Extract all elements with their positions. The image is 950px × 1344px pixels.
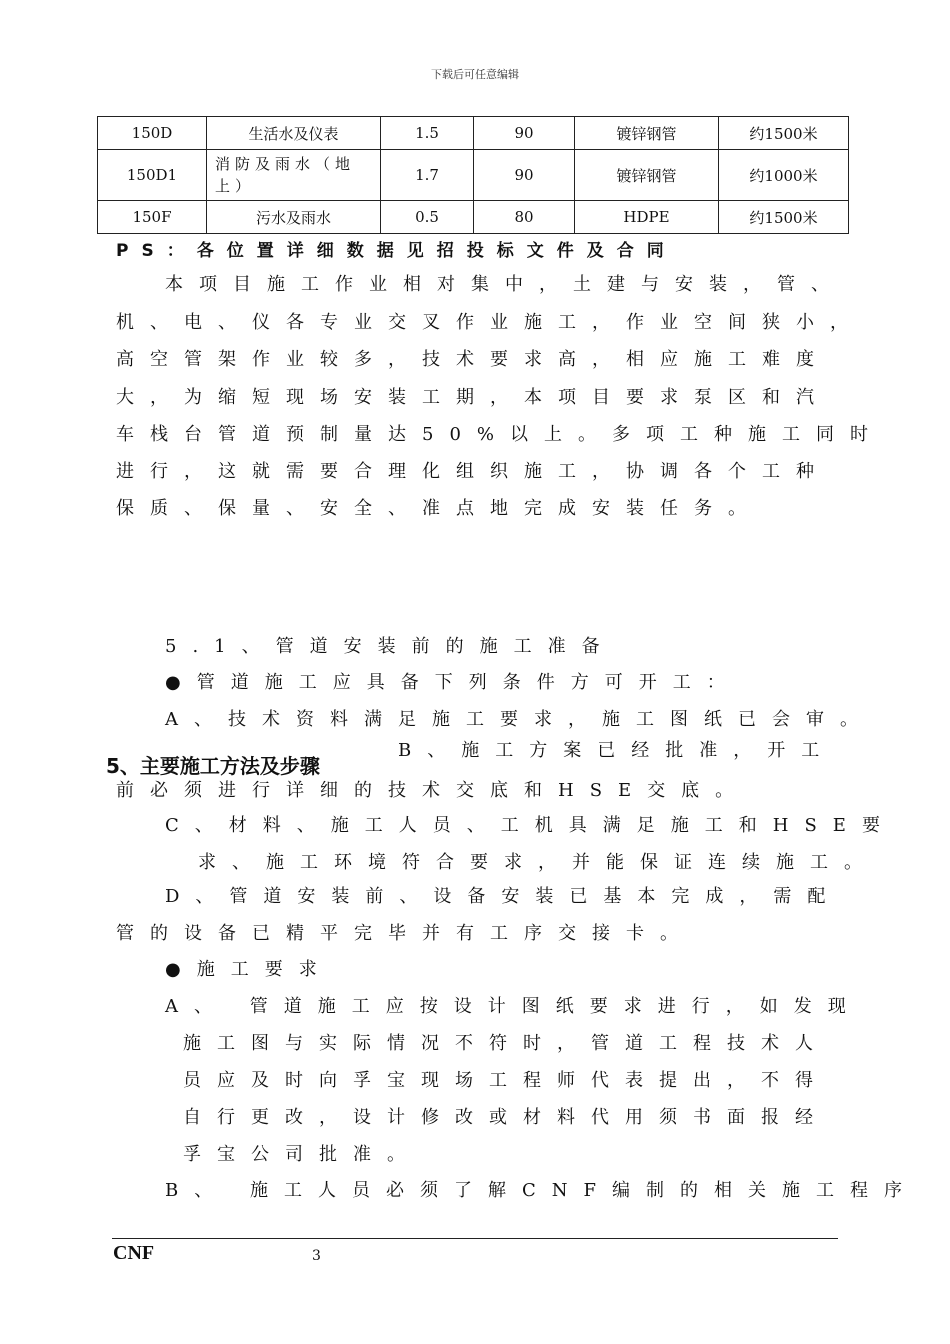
- paragraph-line: 前必须进行详细的技术交底和HSE交底。: [116, 780, 750, 801]
- footer-divider: [112, 1238, 838, 1239]
- table-cell: 生活水及仪表: [207, 117, 381, 150]
- section-heading: 5、主要施工方法及步骤: [106, 754, 320, 778]
- table-cell: 90: [474, 150, 575, 201]
- paragraph-line: B、 施工人员必须了解CNF编制的相关施工程序: [165, 1180, 918, 1201]
- table-cell: 消防及雨水（地上）: [207, 150, 381, 201]
- table-cell: 150D: [98, 117, 207, 150]
- table-cell: 镀锌钢管: [575, 150, 719, 201]
- pipe-spec-table: [97, 116, 849, 234]
- paragraph-line: 孚宝公司批准。: [183, 1144, 421, 1165]
- paragraph-line: 施工图与实际情况不符时，管道工程技术人: [183, 1033, 829, 1054]
- table-cell: 约1000米: [719, 150, 849, 201]
- table-cell: 0.5: [381, 201, 474, 234]
- paragraph-line: 机、电、仪各专业交叉作业施工，作业空间狭小，: [116, 312, 864, 333]
- paragraph-line: 车栈台管道预制量达50%以上。多项工种施工同时: [116, 424, 885, 445]
- table-cell: 150F: [98, 201, 207, 234]
- ps-note: PS：各位置详细数据见招投标文件及合同: [116, 241, 677, 261]
- table-row: [98, 117, 849, 150]
- table-cell: 1.5: [381, 117, 474, 150]
- paragraph-line: 员应及时向孚宝现场工程师代表提出，不得: [183, 1070, 829, 1091]
- bullet-item: ●施工要求: [165, 959, 333, 980]
- table-cell: 1.7: [381, 150, 474, 201]
- table-cell: 约1500米: [719, 201, 849, 234]
- paragraph-line: C、材料、施工人员、工机具满足施工和HSE要: [165, 815, 896, 836]
- footer-logo: CNF: [113, 1242, 155, 1264]
- table-cell: 镀锌钢管: [575, 117, 719, 150]
- paragraph-line: A、 管道施工应按设计图纸要求进行，如发现: [165, 996, 862, 1017]
- paragraph-line: 管的设备已精平完毕并有工序交接卡。: [116, 923, 694, 944]
- bullet-icon: ●: [165, 672, 197, 693]
- paragraph-line: B、施工方案已经批准，开工: [398, 740, 836, 761]
- paragraph-line: D、管道安装前、设备安装已基本完成，需配: [165, 886, 842, 907]
- table-row: [98, 150, 849, 201]
- table-cell: HDPE: [575, 201, 719, 234]
- bullet-item: ●管道施工应具备下列条件方可开工：: [165, 672, 741, 693]
- paragraph-line: A、技术资料满足施工要求，施工图纸已会审。: [165, 709, 874, 730]
- table-cell: 80: [474, 201, 575, 234]
- table-row: [98, 201, 849, 234]
- paragraph-line: 本项目施工作业相对集中，土建与安装，管、: [165, 274, 845, 295]
- paragraph-line: 进行，这就需要合理化组织施工，协调各个工种: [116, 461, 830, 482]
- table-cell: 约1500米: [719, 117, 849, 150]
- paragraph-line: 高空管架作业较多，技术要求高，相应施工难度: [116, 349, 830, 370]
- subsection-heading: 5.1、管道安装前的施工准备: [165, 636, 616, 657]
- paragraph-line: 求、施工环境符合要求，并能保证连续施工。: [198, 852, 878, 873]
- page-number: 3: [312, 1248, 321, 1264]
- table-cell: 150D1: [98, 150, 207, 201]
- table-cell: 污水及雨水: [207, 201, 381, 234]
- table-cell: 90: [474, 117, 575, 150]
- paragraph-line: 大，为缩短现场安装工期，本项目要求泵区和汽: [116, 387, 830, 408]
- bullet-icon: ●: [165, 959, 197, 980]
- paragraph-line: 保质、保量、安全、准点地完成安装任务。: [116, 498, 762, 519]
- header-note: 下载后可任意编辑: [431, 68, 519, 81]
- paragraph-line: 自行更改，设计修改或材料代用须书面报经: [183, 1107, 829, 1128]
